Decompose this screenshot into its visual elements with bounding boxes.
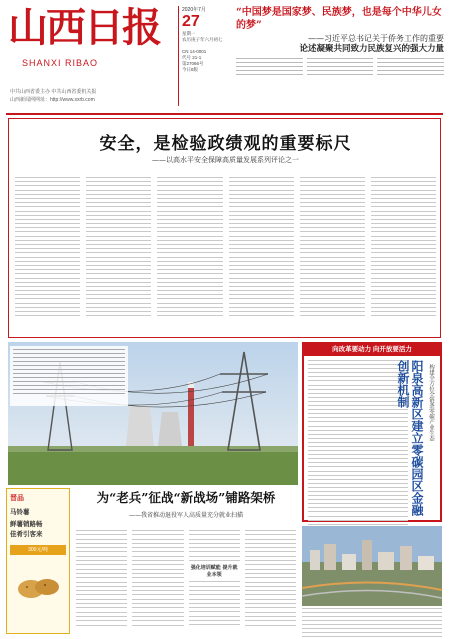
ad-price: 300元/吨 — [10, 545, 66, 555]
reform-feature-header: 向改革要动力 向开放要活力 — [304, 344, 440, 356]
publisher-line: 中共山西省委主办 中共山西省委机关报 — [10, 89, 97, 95]
top-news[interactable] — [236, 6, 444, 106]
lead-article[interactable] — [8, 118, 441, 338]
veterans-article-body — [76, 530, 296, 634]
city-aerial-photo[interactable] — [302, 526, 442, 606]
date-lunar: 农历庚子年六月初七 — [182, 37, 223, 42]
ad-product: 马铃薯 — [10, 508, 30, 516]
date-code: 代号 21-1 — [182, 55, 202, 60]
website-line: 山西新闻网网址：http://www.sxrb.com — [10, 97, 95, 103]
date-issn: CN 14-0001 — [182, 49, 207, 54]
masthead-divider — [6, 113, 443, 115]
date-year-month: 2020年7月 — [182, 7, 206, 13]
veterans-article-title[interactable]: 为“老兵”征战“新战场”铺路架桥 — [96, 490, 276, 505]
ad-slogan-2: 佳肴引客来 — [10, 530, 43, 538]
lead-body — [15, 177, 436, 333]
veterans-section-heading: 强化培训赋能 提升就业本领 — [190, 565, 238, 579]
top-news-sub2: 论述凝聚共同致力民族复兴的强大力量 — [299, 44, 444, 54]
potato-icon — [15, 571, 63, 603]
veterans-article-subtitle: ——我省推动退役军人高质量充分就业扫描 — [128, 512, 243, 519]
potato-ad[interactable] — [6, 488, 70, 634]
newspaper-logo-en: SHANXI RIBAO — [22, 58, 99, 68]
ad-slogan-1: 鲜薯销路畅 — [10, 520, 43, 528]
reform-feature-title[interactable]: 阳泉高新区建立零碳园区金融创新机制 — [396, 360, 424, 516]
reform-feature-subtitle: 构建全方位全链条零碳产业生态 — [428, 364, 434, 441]
reform-feature-box[interactable] — [302, 342, 442, 522]
city-aerial-illustration — [302, 526, 442, 606]
city-photo-caption — [302, 608, 442, 639]
photo-caption — [10, 346, 128, 406]
date-pages: 今日8版 — [182, 67, 199, 72]
lead-title[interactable]: 安全，是检验政绩观的重要标尺 — [99, 134, 352, 154]
lead-subtitle: ——以高水平安全保障高质量发展系列评论之一 — [152, 156, 299, 164]
date-weekday: 星期一 — [182, 31, 196, 36]
masthead — [0, 0, 449, 112]
date-box — [178, 6, 232, 106]
newspaper-logo: 山西日报 — [8, 4, 160, 51]
top-news-headline[interactable]: “中国梦是国家梦、民族梦，也是每个中华儿女的梦” — [236, 7, 442, 31]
reform-feature-body — [308, 360, 408, 528]
date-issue: 第27066号 — [182, 61, 204, 66]
date-day: 27 — [182, 13, 200, 30]
top-news-sub1: ——习近平总书记关于侨务工作的重要 — [308, 34, 444, 43]
top-news-body — [236, 58, 444, 78]
ad-brand: 晋品 — [10, 493, 24, 502]
